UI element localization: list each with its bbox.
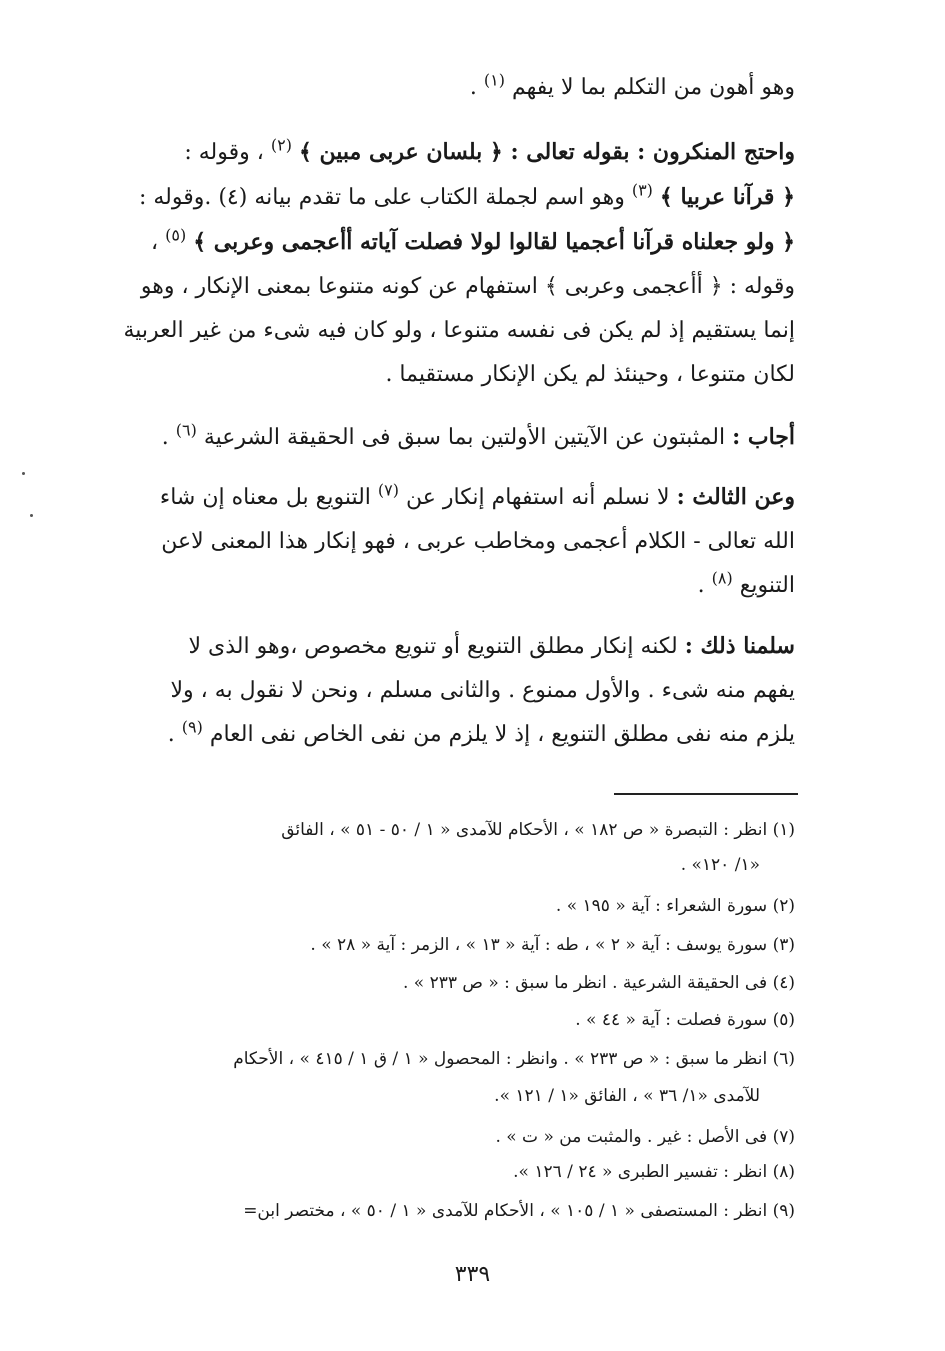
paragraph-4 xyxy=(82,475,795,608)
footnote-separator xyxy=(614,793,798,795)
text-line: واحتج المنكرون : بقوله تعالى : ﴿ بلسان عربى مبين ﴾ $^{(٢)}$ ، وقوله : xyxy=(184,135,795,165)
footnote-ref: (١) xyxy=(483,70,506,90)
footnote-1-continued: «١/ ١٢٠» . xyxy=(680,855,760,875)
paragraph-heading: وعن الثالث : xyxy=(676,484,795,510)
scan-speck xyxy=(22,472,25,475)
footnote-ref: (٣) xyxy=(631,180,653,200)
paragraph-heading: سلمنا ذلك : xyxy=(684,633,795,659)
text-line: يفهم منه شىء . والأول ممنوع . والثانى مسلم ، ونحن لا نقول به ، ولا xyxy=(170,678,795,703)
text-line: ﴿ ولو جعلناه قرآنا أعجميا لقالوا لولا فصلت آياته أأعجمى وعربى ﴾ $^{(٥)}$ ، xyxy=(151,225,795,255)
paragraph-2 xyxy=(82,130,795,397)
text-line: يلزم منه نفى مطلق التنويع ، إذ لا يلزم من نفى الخاص نفى العام $^{(٩)}$ . xyxy=(167,717,795,747)
paragraph-1 xyxy=(82,66,795,110)
footnote-ref: (٦) xyxy=(175,420,197,440)
paragraph-5 xyxy=(82,624,795,757)
footnote-6: (٦) انظر ما سبق : « ص ٢٣٣ » . وانظر : المحصول « ١ / ق ١ / ٤١٥ » ، الأحكام xyxy=(233,1049,795,1069)
footnote-ref: (٢) xyxy=(270,135,292,155)
text-line: وعن الثالث : لا نسلم أنه استفهام إنكار عن $^{(٧)}$ التنويع بل معناه إن شاء xyxy=(159,480,795,510)
footnote-4: (٤) فى الحقيقة الشرعية . انظر ما سبق : « ص ٢٣٣ » . xyxy=(402,973,795,993)
text-line: لكان متنوعا ، وحينئذ لم يكن الإنكار مستقيما . xyxy=(385,362,795,387)
footnote-5: (٥) سورة فصلت : آية « ٤٤ » . xyxy=(575,1010,795,1030)
footnote-1: (١) انظر : التبصرة « ص ١٨٢ » ، الأحكام للآمدى « ١ / ٥٠ - ٥١ » ، الفائق xyxy=(281,820,795,840)
text-line: وقوله : ﴿ أأعجمى وعربى ﴾ استفهام عن كونه متنوعا بمعنى الإنكار ، وهو xyxy=(140,274,795,299)
text-line: التنويع $^{(٨)}$ . xyxy=(697,568,795,598)
page-number: ٣٣٩ xyxy=(454,1262,491,1287)
scan-speck xyxy=(30,514,33,517)
footnote-8: (٨) انظر : تفسير الطبرى « ٢٤ / ١٢٦ ». xyxy=(513,1162,795,1182)
footnote-ref: (٨) xyxy=(711,568,733,588)
footnote-3: (٣) سورة يوسف : آية « ٢ » ، طه : آية « ١٣ » ، الزمر : آية « ٢٨ » . xyxy=(310,935,795,955)
footnote-9: (٩) انظر : المستصفى « ١ / ١٠٥ » ، الأحكام للآمدى « ١ / ٥٠ » ، مختصر ابن= xyxy=(243,1201,795,1221)
text-line: ﴿ قرآنا عربيا ﴾ $^{(٣)}$ وهو اسم لجملة الكتاب على ما تقدم بيانه (٤) .وقوله : xyxy=(138,180,795,210)
text-line: الله تعالى - الكلام أعجمى ومخاطب عربى ، فهو إنكار هذا المعنى لاعن xyxy=(161,529,795,554)
footnote-7: (٧) فى الأصل : غير . والمثبت من « ت » . xyxy=(495,1127,795,1147)
text-line: وهو أهون من التكلم بما لا يفهم $^{(١)}$ . xyxy=(469,70,795,100)
text-line: سلمنا ذلك : لكنه إنكار مطلق التنويع أو تنويع مخصوص ،وهو الذى لا xyxy=(188,633,795,659)
footnote-ref: (٧) xyxy=(377,480,400,500)
footnote-6-continued: للآمدى «١/ ٣٦ » ، الفائق «١ / ١٢١ ». xyxy=(494,1086,760,1106)
paragraph-heading: واحتج المنكرون : xyxy=(637,139,795,165)
paragraph-heading: أجاب : xyxy=(732,424,795,450)
paragraph-3 xyxy=(82,415,795,460)
text-line: إنما يستقيم إذ لم يكن فى نفسه متنوعا ، ولو كان فيه شىء من غير العربية xyxy=(123,318,795,343)
footnote-ref: (٥) xyxy=(165,225,187,245)
footnote-2: (٢) سورة الشعراء : آية « ١٩٥ » . xyxy=(555,896,795,916)
text-line: أجاب : المثبتون عن الآيتين الأولتين بما سبق فى الحقيقة الشرعية $^{(٦)}$ . xyxy=(161,420,795,450)
footnote-ref: (٩) xyxy=(181,717,203,737)
